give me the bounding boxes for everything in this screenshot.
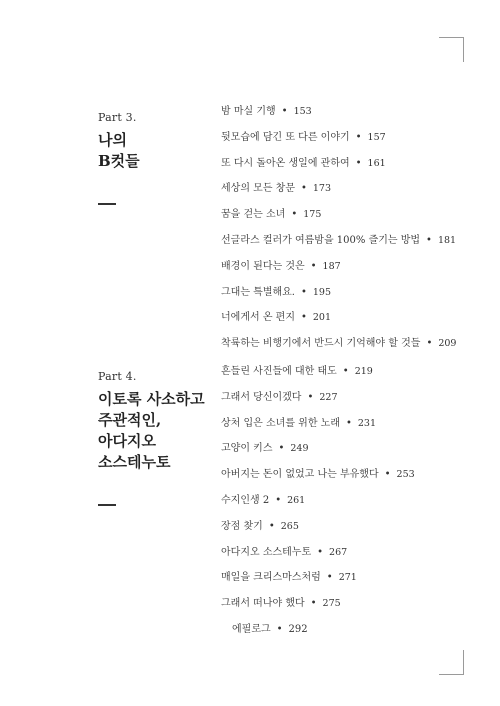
toc-entry-page: 219 bbox=[354, 366, 373, 377]
toc-list-part-4 bbox=[221, 366, 415, 624]
toc-entry-title: 그대는 특별해요. bbox=[221, 286, 295, 298]
separator-dot: • bbox=[300, 286, 307, 298]
part-title-line: 이토록 사소하고 bbox=[98, 390, 205, 408]
epilogue-title: 에필로그 bbox=[232, 624, 271, 635]
toc-entry-title: 꿈을 걷는 소녀 bbox=[221, 209, 286, 221]
toc-entry-title: 아버지는 돈이 없었고 나는 부유했다 bbox=[221, 469, 379, 481]
toc-entry-page: 231 bbox=[357, 417, 377, 429]
toc-entry-title: 너에게서 온 편지 bbox=[221, 312, 295, 324]
toc-entry-title: 선글라스 컬러가 여름밤을 100% 즐기는 방법 bbox=[221, 234, 421, 246]
separator-dot: • bbox=[326, 572, 333, 584]
toc-entry-title: 밤 마실 기행 bbox=[221, 106, 276, 117]
part-title bbox=[98, 130, 140, 172]
toc-entry-page: 157 bbox=[367, 131, 386, 143]
toc-entry-page: 181 bbox=[437, 234, 457, 246]
part-3-heading bbox=[98, 111, 140, 205]
separator-dot: • bbox=[426, 338, 433, 350]
separator-dot: • bbox=[342, 366, 349, 377]
toc-entry[interactable] bbox=[221, 547, 415, 573]
separator-dot: • bbox=[384, 469, 391, 481]
epilogue-page: 292 bbox=[288, 624, 308, 635]
part-dash bbox=[98, 504, 116, 506]
part-title-line: B컷들 bbox=[98, 152, 140, 170]
separator-dot: • bbox=[300, 312, 307, 324]
separator-dot: • bbox=[278, 443, 285, 455]
toc-entry-title: 착륙하는 비행기에서 반드시 기억해야 할 것들 bbox=[221, 338, 421, 350]
toc-entry-title: 수지인생 2 bbox=[221, 494, 270, 506]
toc-entry-page: 173 bbox=[312, 183, 332, 195]
toc-entry-title: 세상의 모든 창문 bbox=[221, 183, 295, 195]
toc-entry-title: 장점 찾기 bbox=[221, 520, 263, 532]
part-title-line: 소스테누토 bbox=[98, 453, 171, 471]
toc-entry-page: 261 bbox=[287, 494, 306, 506]
part-title-line: 주관적인, bbox=[98, 411, 162, 429]
toc-entry-title: 흔들린 사진들에 대한 태도 bbox=[221, 366, 337, 377]
toc-entry[interactable] bbox=[221, 338, 456, 364]
toc-entry[interactable] bbox=[221, 366, 415, 392]
toc-entry[interactable] bbox=[221, 209, 456, 235]
part-title-line: 아다지오 bbox=[98, 432, 156, 450]
corner-mark-bottom bbox=[439, 650, 464, 675]
toc-entry[interactable] bbox=[221, 132, 456, 158]
toc-entry[interactable] bbox=[221, 521, 415, 547]
separator-dot: • bbox=[307, 391, 314, 403]
toc-entry[interactable] bbox=[221, 158, 456, 184]
toc-entry-page: 275 bbox=[322, 598, 341, 610]
toc-entry-title: 또 다시 돌아온 생일에 관하여 bbox=[221, 157, 350, 169]
separator-dot: • bbox=[345, 417, 352, 429]
separator-dot: • bbox=[281, 106, 288, 117]
toc-entry-page: 187 bbox=[322, 260, 341, 272]
separator-dot: • bbox=[300, 183, 307, 195]
toc-entry-page: 175 bbox=[303, 209, 322, 221]
separator-dot: • bbox=[317, 546, 324, 558]
epilogue-entry[interactable] bbox=[232, 620, 308, 635]
toc-entry[interactable] bbox=[221, 443, 415, 469]
separator-dot: • bbox=[275, 494, 282, 506]
separator-dot: • bbox=[355, 157, 362, 169]
corner-mark-top bbox=[439, 37, 464, 62]
toc-entry-page: 265 bbox=[280, 520, 299, 532]
toc-entry[interactable] bbox=[221, 261, 456, 287]
toc-entry-title: 그래서 떠나야 했다 bbox=[221, 598, 305, 610]
toc-entry[interactable] bbox=[221, 312, 456, 338]
toc-list-part-3 bbox=[221, 106, 456, 364]
toc-entry[interactable] bbox=[221, 572, 415, 598]
separator-dot: • bbox=[276, 624, 283, 635]
toc-entry[interactable] bbox=[221, 183, 456, 209]
separator-dot: • bbox=[310, 260, 317, 272]
part-label: Part 4. bbox=[98, 370, 137, 383]
toc-entry-page: 267 bbox=[329, 546, 348, 558]
toc-entry-page: 153 bbox=[293, 106, 312, 117]
part-label: Part 3. bbox=[98, 111, 137, 124]
toc-entry-title: 매일을 크리스마스처럼 bbox=[221, 572, 321, 584]
toc-entry[interactable] bbox=[221, 392, 415, 418]
toc-entry-page: 209 bbox=[438, 338, 457, 350]
toc-entry-title: 그래서 당신이겠다 bbox=[221, 391, 302, 403]
toc-entry[interactable] bbox=[221, 106, 456, 132]
separator-dot: • bbox=[310, 598, 317, 610]
toc-entry-title: 아다지오 소스테누토 bbox=[221, 546, 312, 558]
separator-dot: • bbox=[355, 131, 362, 143]
part-dash bbox=[98, 203, 116, 205]
toc-entry-page: 195 bbox=[312, 286, 332, 298]
toc-entry-page: 249 bbox=[290, 443, 309, 455]
separator-dot: • bbox=[426, 234, 432, 246]
toc-entry[interactable] bbox=[221, 235, 456, 261]
toc-entry[interactable] bbox=[221, 287, 456, 313]
toc-entry[interactable] bbox=[221, 418, 415, 444]
toc-entry[interactable] bbox=[221, 469, 415, 495]
toc-entry-title: 고양이 키스 bbox=[221, 443, 273, 455]
part-4-heading bbox=[98, 370, 205, 506]
part-title bbox=[98, 389, 205, 473]
separator-dot: • bbox=[268, 520, 275, 532]
toc-entry-page: 201 bbox=[312, 312, 332, 324]
toc-entry-page: 271 bbox=[338, 572, 357, 584]
toc-entry-page: 161 bbox=[367, 157, 386, 169]
toc-entry-page: 253 bbox=[396, 469, 415, 481]
toc-entry[interactable] bbox=[221, 495, 415, 521]
toc-entry-title: 뒷모습에 담긴 또 다른 이야기 bbox=[221, 131, 350, 143]
toc-entry-page: 227 bbox=[319, 391, 338, 403]
part-title-line: 나의 bbox=[98, 131, 127, 149]
toc-entry-title: 상처 입은 소녀를 위한 노래 bbox=[221, 417, 340, 429]
toc-entry-title: 배경이 된다는 것은 bbox=[221, 260, 305, 272]
separator-dot: • bbox=[291, 209, 298, 221]
